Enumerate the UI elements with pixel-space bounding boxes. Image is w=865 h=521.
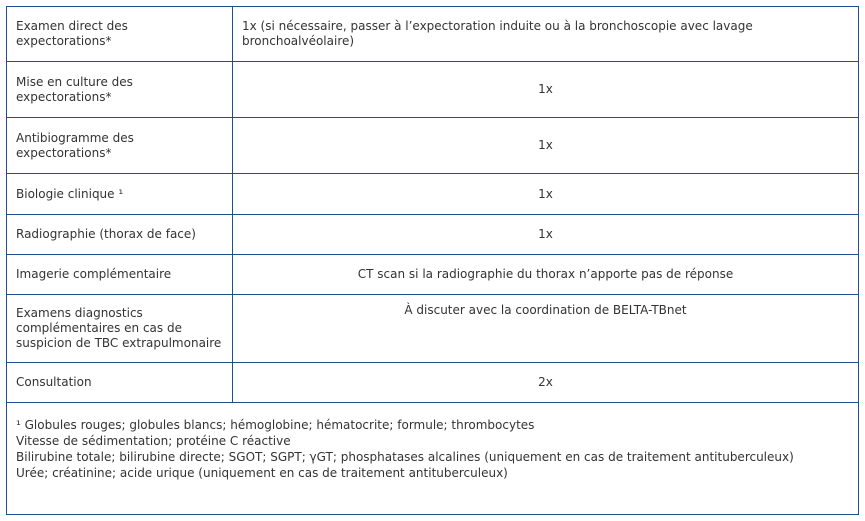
- footnote-line: Vitesse de sédimentation; protéine C réactive: [16, 434, 291, 448]
- row-value: À discuter avec la coordination de BELTA-TBnet: [233, 295, 859, 363]
- row-value: CT scan si la radiographie du thorax n’apporte pas de réponse: [233, 255, 859, 295]
- row-label: Biologie clinique ¹: [7, 174, 233, 215]
- table-row: [7, 215, 859, 255]
- table-row: [7, 7, 859, 62]
- table-row: [7, 62, 859, 118]
- row-label: Examens diagnostics complémentaires en cas de suspicion de TBC extrapulmonaire: [7, 295, 233, 363]
- table-row: [7, 363, 859, 403]
- table-row: [7, 174, 859, 215]
- table-row: [7, 295, 859, 363]
- footnote-row: [7, 403, 859, 515]
- row-label: Imagerie complémentaire: [7, 255, 233, 295]
- row-label: Examen direct des expectorations*: [7, 7, 233, 62]
- row-label: Radiographie (thorax de face): [7, 215, 233, 255]
- exam-table-container: [6, 6, 859, 515]
- row-label: Antibiogramme des expectorations*: [7, 118, 233, 174]
- row-label: Consultation: [7, 363, 233, 403]
- row-value: 1x: [233, 174, 859, 215]
- row-value: 1x: [233, 215, 859, 255]
- row-value: 1x: [233, 118, 859, 174]
- table-row: [7, 255, 859, 295]
- footnote-line: ¹ Globules rouges; globules blancs; hémoglobine; hématocrite; formule; thrombocytes: [16, 418, 535, 432]
- row-label: Mise en culture des expectorations*: [7, 62, 233, 118]
- exam-table: [6, 6, 859, 515]
- table-row: [7, 118, 859, 174]
- footnote: [7, 403, 859, 515]
- footnote-line: Bilirubine totale; bilirubine directe; SGOT; SGPT; γGT; phosphatases alcalines (uniquement en cas de traitement antituberculeux): [16, 450, 794, 464]
- row-value: 1x: [233, 62, 859, 118]
- footnote-line: Urée; créatinine; acide urique (uniquement en cas de traitement antituberculeux): [16, 466, 508, 480]
- row-value: 2x: [233, 363, 859, 403]
- row-value: 1x (si nécessaire, passer à l’expectoration induite ou à la bronchoscopie avec lavage bronchoalvéolaire): [233, 7, 859, 62]
